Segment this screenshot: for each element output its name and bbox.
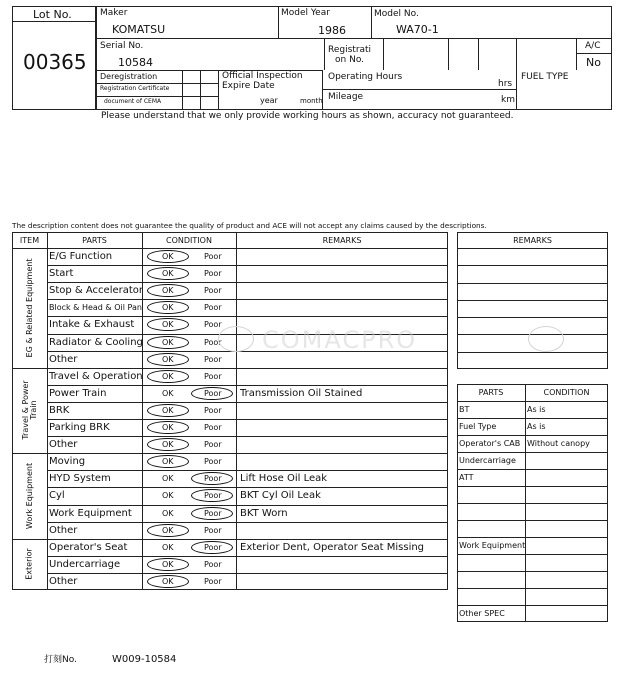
poor-option: Poor (204, 508, 222, 518)
hrs-label: hrs (498, 79, 513, 89)
ok-option: OK (162, 457, 174, 467)
poor-option: Poor (204, 559, 222, 569)
disclaimer: The description content does not guarantee the quality of product and ACE will not accept any claims caused by the descriptions. (12, 221, 487, 230)
part-label: Other (49, 524, 78, 536)
model-year-value: 1986 (318, 24, 346, 37)
part-label: Parking BRK (49, 422, 110, 433)
part-label: Block & Head & Oil Pan (49, 303, 142, 313)
part-label: E/G Function (49, 251, 113, 262)
header-parts: PARTS (82, 236, 107, 245)
poor-option: Poor (204, 457, 222, 467)
right-condition-value: As is (527, 405, 546, 414)
poor-option: Poor (204, 440, 222, 450)
inspection-label: Official Inspection Expire Date (222, 71, 303, 91)
ok-option: OK (162, 423, 174, 432)
remark-text: BKT Cyl Oil Leak (240, 490, 321, 502)
poor-option: Poor (204, 371, 222, 381)
ok-circle-mark (147, 575, 189, 588)
ok-option: OK (162, 491, 174, 501)
registration-label: Registrati on No. (328, 45, 372, 66)
poor-option: Poor (204, 252, 222, 261)
part-label: Power Train (49, 387, 107, 399)
part-label: Other (49, 575, 78, 587)
ok-circle-mark (147, 438, 189, 451)
ok-option: OK (162, 474, 174, 484)
ok-option: OK (162, 269, 174, 279)
ok-option: OK (162, 576, 174, 586)
right-part-label: Operator's CAB (459, 439, 521, 448)
poor-option: Poor (204, 405, 222, 415)
part-label: Other (49, 439, 78, 451)
part-label: Intake & Exhaust (49, 319, 135, 331)
watermark-logo-icon (218, 326, 254, 352)
part-label: Cyl (49, 490, 65, 502)
ok-option: OK (162, 354, 174, 364)
ok-option: OK (162, 252, 174, 261)
ok-option: OK (162, 542, 174, 552)
remark-text: BKT Worn (240, 507, 288, 519)
part-label: Travel & Operation (49, 370, 143, 382)
serial-label: Serial No. (100, 41, 144, 51)
ac-value: No (586, 56, 601, 69)
maker-label: Maker (100, 8, 128, 18)
ok-circle-mark (147, 524, 189, 537)
year-label: year (260, 96, 278, 105)
right-part-label: Undercarriage (459, 456, 516, 465)
header-item: ITEM (19, 236, 40, 245)
month-label: month (300, 97, 323, 105)
poor-option: Poor (204, 320, 222, 330)
part-label: Operator's Seat (49, 541, 128, 553)
ok-circle-mark (147, 353, 189, 366)
poor-circle-mark (191, 387, 233, 400)
right-condition-value: As is (527, 422, 546, 431)
poor-option: Poor (204, 525, 222, 535)
ok-option: OK (162, 286, 174, 296)
cema-doc-label: document of CEMA (104, 98, 162, 105)
right-part-label: ATT (459, 473, 474, 482)
poor-circle-mark (191, 541, 233, 554)
poor-option: Poor (204, 388, 222, 398)
group-label: EG & Related Equipment (24, 258, 34, 358)
poor-option: Poor (204, 423, 222, 432)
watermark: COMACPRO (262, 326, 418, 354)
poor-option: Poor (204, 491, 222, 501)
part-label: Moving (49, 456, 86, 468)
lot-label: Lot No. (33, 8, 72, 21)
poor-option: Poor (204, 337, 222, 347)
ok-option: OK (162, 559, 174, 569)
remark-text: Exterior Dent, Operator Seat Missing (240, 541, 425, 553)
km-label: km (501, 95, 515, 105)
op-hours-label: Operating Hours (328, 72, 403, 82)
ok-option: OK (162, 303, 174, 313)
ok-circle-mark (147, 404, 189, 417)
ok-circle-mark (147, 267, 189, 280)
poor-option: Poor (204, 303, 222, 313)
right-part-label: BT (459, 405, 470, 414)
ok-option: OK (162, 405, 174, 415)
header-condition: CONDITION (166, 236, 212, 245)
model-year-label: Model Year (281, 8, 330, 18)
poor-option: Poor (204, 286, 222, 296)
ok-option: OK (162, 337, 174, 347)
model-no-label: Model No. (374, 9, 419, 19)
right-condition-value: Without canopy (527, 439, 590, 448)
ac-label: A/C (585, 41, 601, 51)
reg-certificate-label: Registration Certificate (100, 85, 170, 92)
lot-number: 00365 (23, 50, 87, 74)
stamp-value: W009-10584 (112, 654, 177, 665)
stamp-label: 打刻No. (44, 655, 77, 665)
ok-option: OK (162, 508, 174, 518)
maker-value: KOMATSU (112, 23, 166, 36)
deregistration-label: Deregistration (100, 72, 158, 81)
part-label: Start (49, 268, 74, 280)
poor-circle-mark (191, 507, 233, 520)
model-no-value: WA70-1 (396, 23, 439, 36)
right-condition-header: CONDITION (543, 388, 590, 397)
part-label: Work Equipment (49, 507, 132, 519)
header-remarks: REMARKS (322, 236, 362, 245)
right-remarks-header: REMARKS (513, 236, 552, 245)
fuel-type-label: FUEL TYPE (521, 72, 569, 82)
poor-option: Poor (204, 354, 222, 364)
remark-text: Lift Hose Oil Leak (240, 473, 328, 485)
ok-option: OK (162, 371, 174, 381)
ok-circle-mark (147, 250, 189, 263)
part-label: Stop & Accelerator (49, 285, 144, 297)
right-part-label: Fuel Type (459, 422, 497, 431)
poor-option: Poor (204, 576, 222, 586)
right-part-label: Other SPEC (459, 609, 505, 618)
part-label: Undercarriage (49, 558, 121, 570)
poor-option: Poor (204, 474, 222, 484)
ok-circle-mark (147, 421, 189, 434)
part-label: HYD System (49, 473, 111, 485)
poor-option: Poor (204, 269, 222, 279)
right-parts-header: PARTS (478, 388, 504, 397)
group-label: Exterior (24, 548, 34, 581)
group-label: Work Equipment (24, 462, 34, 530)
ok-option: OK (162, 388, 174, 398)
ok-circle-mark (147, 336, 189, 349)
ok-option: OK (162, 440, 174, 450)
serial-value: 10584 (118, 56, 153, 69)
group-label: Travel & Power Train (20, 380, 38, 441)
part-label: Radiator & Cooling (49, 336, 143, 348)
right-part-label: Work Equipment (459, 541, 526, 550)
mileage-label: Mileage (328, 92, 364, 102)
part-label: BRK (49, 404, 70, 416)
hours-notice: Please understand that we only provide working hours as shown, accuracy not guaranteed. (101, 111, 514, 121)
ok-option: OK (162, 525, 174, 535)
ok-option: OK (162, 320, 174, 330)
part-label: Other (49, 353, 78, 365)
remark-text: Transmission Oil Stained (240, 387, 363, 399)
poor-option: Poor (204, 542, 222, 552)
ok-circle-mark (147, 558, 189, 571)
ok-circle-mark (147, 370, 189, 383)
watermark-logo-right-icon (528, 326, 564, 352)
